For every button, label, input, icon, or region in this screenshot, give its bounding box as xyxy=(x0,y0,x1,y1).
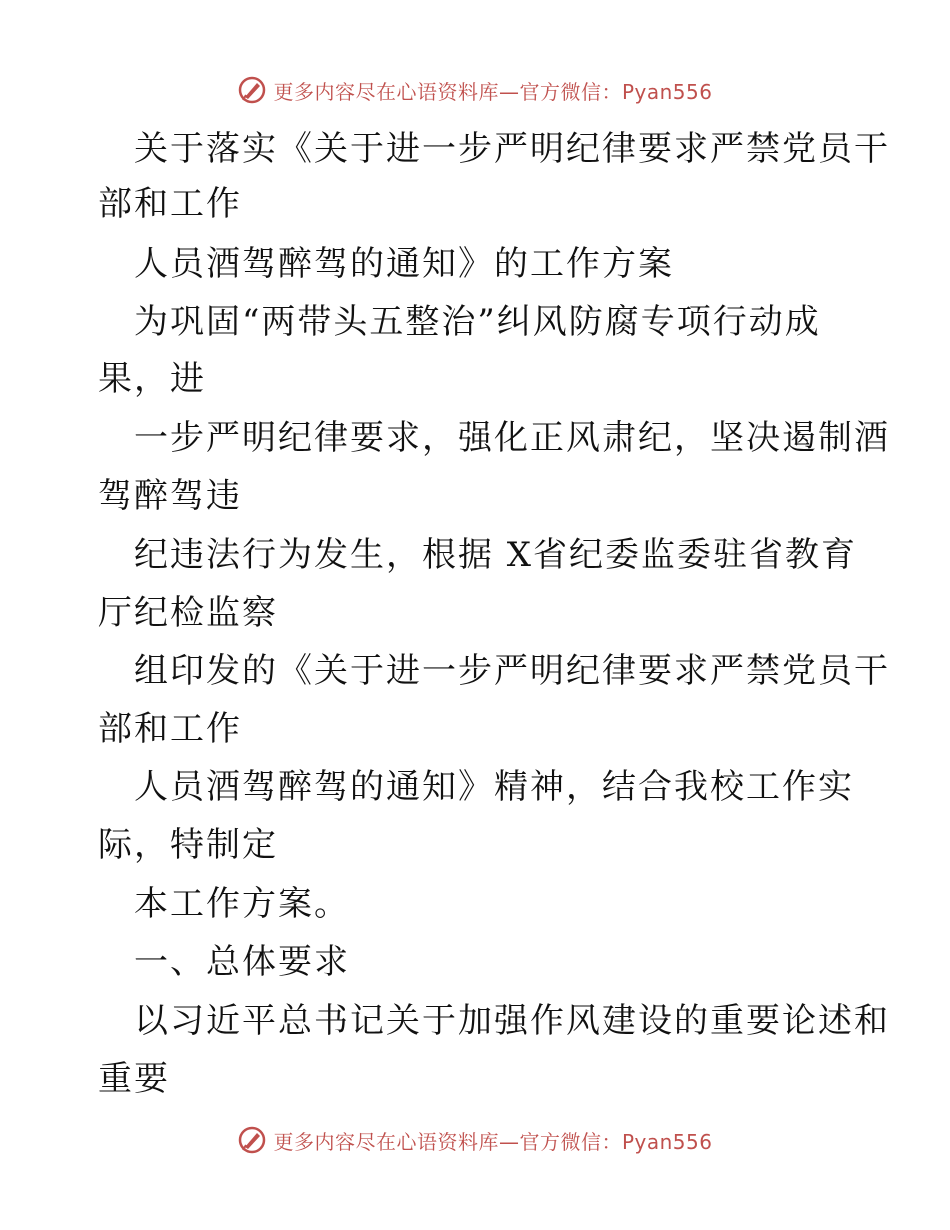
doc-line: 部和工作 xyxy=(98,709,242,749)
doc-line: 际，特制定 xyxy=(98,825,278,865)
doc-line: 为巩固“两带头五整治”纠风防腐专项行动成 xyxy=(134,302,821,342)
doc-line: 以习近平总书记关于加强作风建设的重要论述和 xyxy=(134,1001,890,1041)
quill-pen-logo-icon xyxy=(237,75,267,105)
doc-line: 驾醉驾违 xyxy=(98,476,242,516)
watermark-text: 更多内容尽在心语资料库—官方微信：Pyan556 xyxy=(273,79,713,104)
quill-pen-logo-icon xyxy=(237,1125,267,1155)
doc-line: 重要 xyxy=(98,1059,170,1099)
header-watermark xyxy=(0,70,950,110)
section-heading: 一、总体要求 xyxy=(134,942,350,982)
footer-watermark xyxy=(0,1120,950,1160)
doc-line: 组印发的《关于进一步严明纪律要求严禁党员干 xyxy=(134,651,890,691)
doc-line: 本工作方案。 xyxy=(134,884,350,924)
doc-line: 纪违法行为发生，根据 X省纪委监委驻省教育 xyxy=(134,535,858,575)
doc-line: 人员酒驾醉驾的通知》精神，结合我校工作实 xyxy=(134,767,854,807)
doc-line: 一步严明纪律要求，强化正风肃纪，坚决遏制酒 xyxy=(134,418,890,458)
doc-line: 厅纪检监察 xyxy=(98,593,278,633)
doc-line: 人员酒驾醉驾的通知》的工作方案 xyxy=(134,244,674,284)
doc-line: 关于落实《关于进一步严明纪律要求严禁党员干 xyxy=(134,129,890,169)
watermark-text: 更多内容尽在心语资料库—官方微信：Pyan556 xyxy=(273,1129,713,1154)
doc-line: 果，进 xyxy=(98,359,206,399)
doc-line: 部和工作 xyxy=(98,184,242,224)
